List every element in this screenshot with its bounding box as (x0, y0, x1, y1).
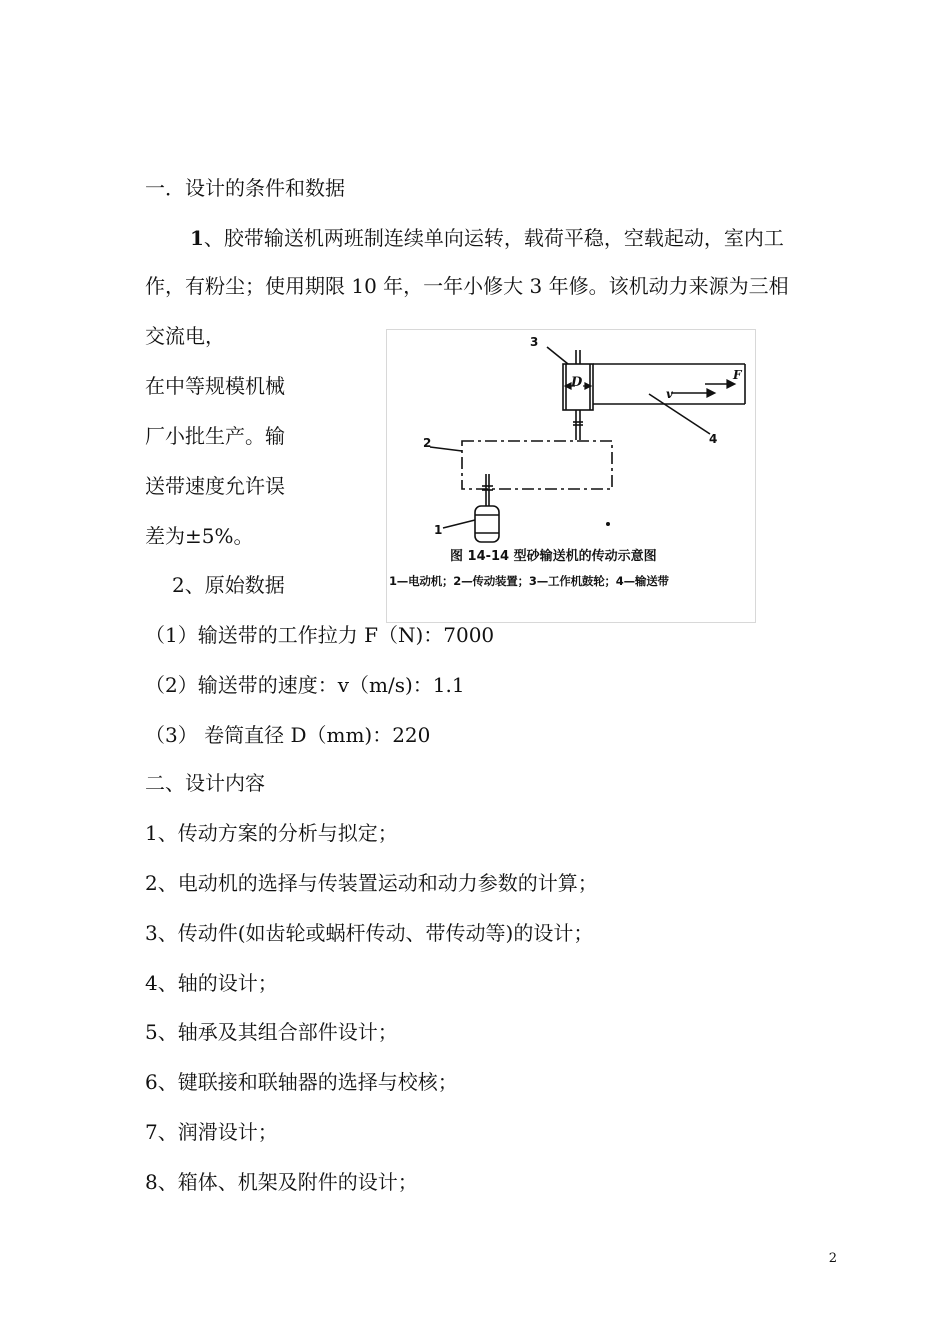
motor-body (475, 506, 499, 542)
figure-label-4: 4 (709, 432, 718, 446)
param-diameter: （3） 卷筒直径 D（mm)：220 (145, 723, 431, 747)
item1-number: 1 (190, 226, 204, 250)
content-item-4: 4、轴的设计； (145, 971, 278, 995)
figure-caption: 图 14-14 型砂输送机的传动示意图 (450, 549, 657, 564)
content-item-8: 8、箱体、机架及附件的设计； (145, 1170, 418, 1194)
section1-heading: 一．设计的条件和数据 (145, 176, 345, 200)
content-item-6: 6、键联接和联轴器的选择与校核； (145, 1070, 458, 1094)
content-item-1: 1、传动方案的分析与拟定； (145, 821, 398, 845)
figure-label-F: F (733, 368, 742, 382)
transmission-box (462, 441, 612, 489)
item1-text: 、胶带输送机两班制连续单向运转，载荷平稳，空载起动，室内工 (203, 226, 784, 250)
figure-legend: 1—电动机；2—传动装置；3—工作机鼓轮；4—输送带 (389, 574, 669, 588)
item1-line2: 作，有粉尘；使用期限 10 年，一年小修大 3 年修。该机动力来源为三相 (145, 274, 789, 298)
item2-heading: 2、原始数据 (172, 573, 285, 597)
figure-label-3: 3 (530, 335, 539, 349)
param-speed: （2）输送带的速度：v（m/s)：1.1 (145, 673, 465, 697)
leader-3 (547, 347, 568, 364)
leader-1 (443, 520, 475, 528)
leader-2 (430, 447, 462, 451)
leader-4 (649, 394, 710, 434)
dot-mark (606, 522, 610, 526)
item1-line1 (190, 226, 784, 250)
item1-line7: 差为±5%。 (145, 524, 254, 548)
figure-label-D: D (571, 375, 583, 390)
item1-line4: 在中等规模机械 (145, 374, 285, 398)
section2-heading: 二、设计内容 (145, 771, 265, 795)
item1-line5: 厂小批生产。输 (145, 424, 285, 448)
content-item-7: 7、润滑设计； (145, 1120, 278, 1144)
item1-line6: 送带速度允许误 (145, 474, 285, 498)
content-item-3: 3、传动件(如齿轮或蜗杆传动、带传动等)的设计； (145, 921, 594, 945)
figure-label-v: v (666, 387, 673, 401)
page-number: 2 (828, 1251, 837, 1266)
figure-label-1: 1 (434, 523, 443, 537)
transmission-diagram-figure (386, 329, 756, 623)
content-item-5: 5、轴承及其组合部件设计； (145, 1020, 398, 1044)
content-item-2: 2、电动机的选择与传装置运动和动力参数的计算； (145, 871, 598, 895)
item1-line3: 交流电， (145, 324, 225, 348)
param-force: （1）输送带的工作拉力 F（N)：7000 (145, 623, 495, 647)
figure-label-2: 2 (423, 436, 432, 450)
